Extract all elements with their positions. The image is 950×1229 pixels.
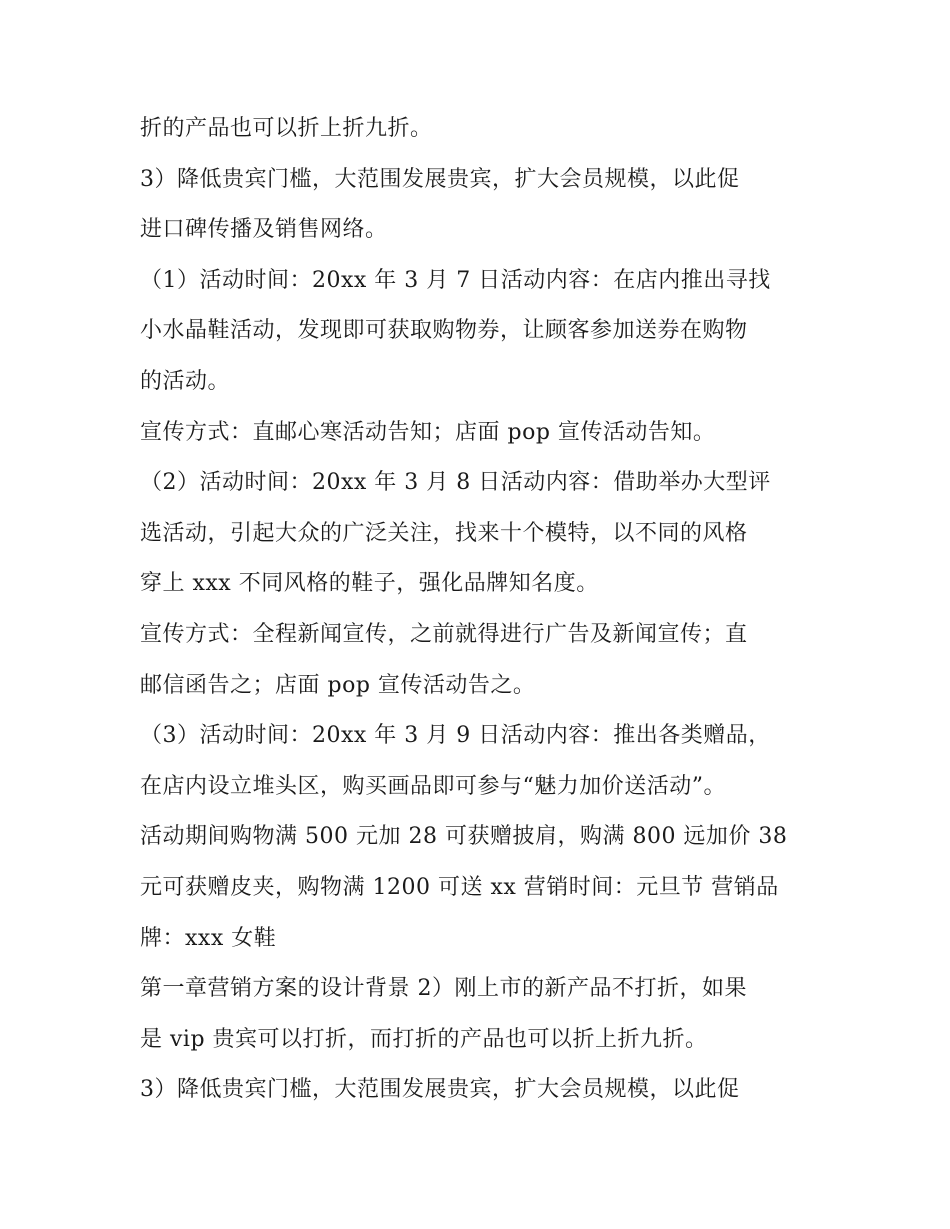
- text-line: 牌：xxx 女鞋: [140, 925, 277, 951]
- text-line: 穿上 xxx 不同风格的鞋子，强化品牌知名度。: [140, 571, 599, 597]
- document-body: [140, 104, 820, 1116]
- text-line: （2）活动时间：20xx 年 3 月 8 日活动内容：借助举办大型评: [140, 470, 771, 496]
- text-line: 折的产品也可以折上折九折。: [140, 116, 433, 141]
- text-line: （3）活动时间：20xx 年 3 月 9 日活动内容：推出各类赠品，: [140, 723, 771, 749]
- text-line: 是 vip 贵宾可以打折，而打折的产品也可以折上折九折。: [140, 1026, 708, 1052]
- text-line: 元可获赠皮夹，购物满 1200 可送 xx 营销时间：元旦节 营销品: [140, 874, 779, 900]
- text-line: 3）降低贵宾门槛，大范围发展贵宾，扩大会员规模，以此促: [140, 1077, 740, 1103]
- text-line: 活动期间购物满 500 元加 28 可获赠披肩，购满 800 远加价 38: [140, 824, 788, 850]
- text-line: 在店内设立堆头区，购买画品即可参与“魅力加价送活动”。: [140, 773, 726, 799]
- text-line: 的活动。: [140, 368, 231, 394]
- text-line: （1）活动时间：20xx 年 3 月 7 日活动内容：在店内推出寻找: [140, 267, 771, 293]
- text-line: 第一章营销方案的设计背景 2）刚上市的新产品不打折，如果: [140, 976, 747, 1002]
- text-line: 进口碑传播及销售网络。: [140, 217, 388, 243]
- text-line: 选活动，引起大众的广泛关注，找来十个模特，以不同的风格: [140, 520, 748, 546]
- text-line: 3）降低贵宾门槛，大范围发展贵宾，扩大会员规模，以此促: [140, 166, 740, 192]
- text-line: 邮信函告之；店面 pop 宣传活动告之。: [140, 672, 536, 698]
- text-line: 宣传方式：全程新闻宣传，之前就得进行广告及新闻宣传；直: [140, 621, 748, 647]
- text-line: 小水晶鞋活动，发现即可获取购物券，让顾客参加送券在购物: [140, 318, 748, 344]
- text-line: 宣传方式：直邮心寒活动告知；店面 pop 宣传活动告知。: [140, 419, 716, 445]
